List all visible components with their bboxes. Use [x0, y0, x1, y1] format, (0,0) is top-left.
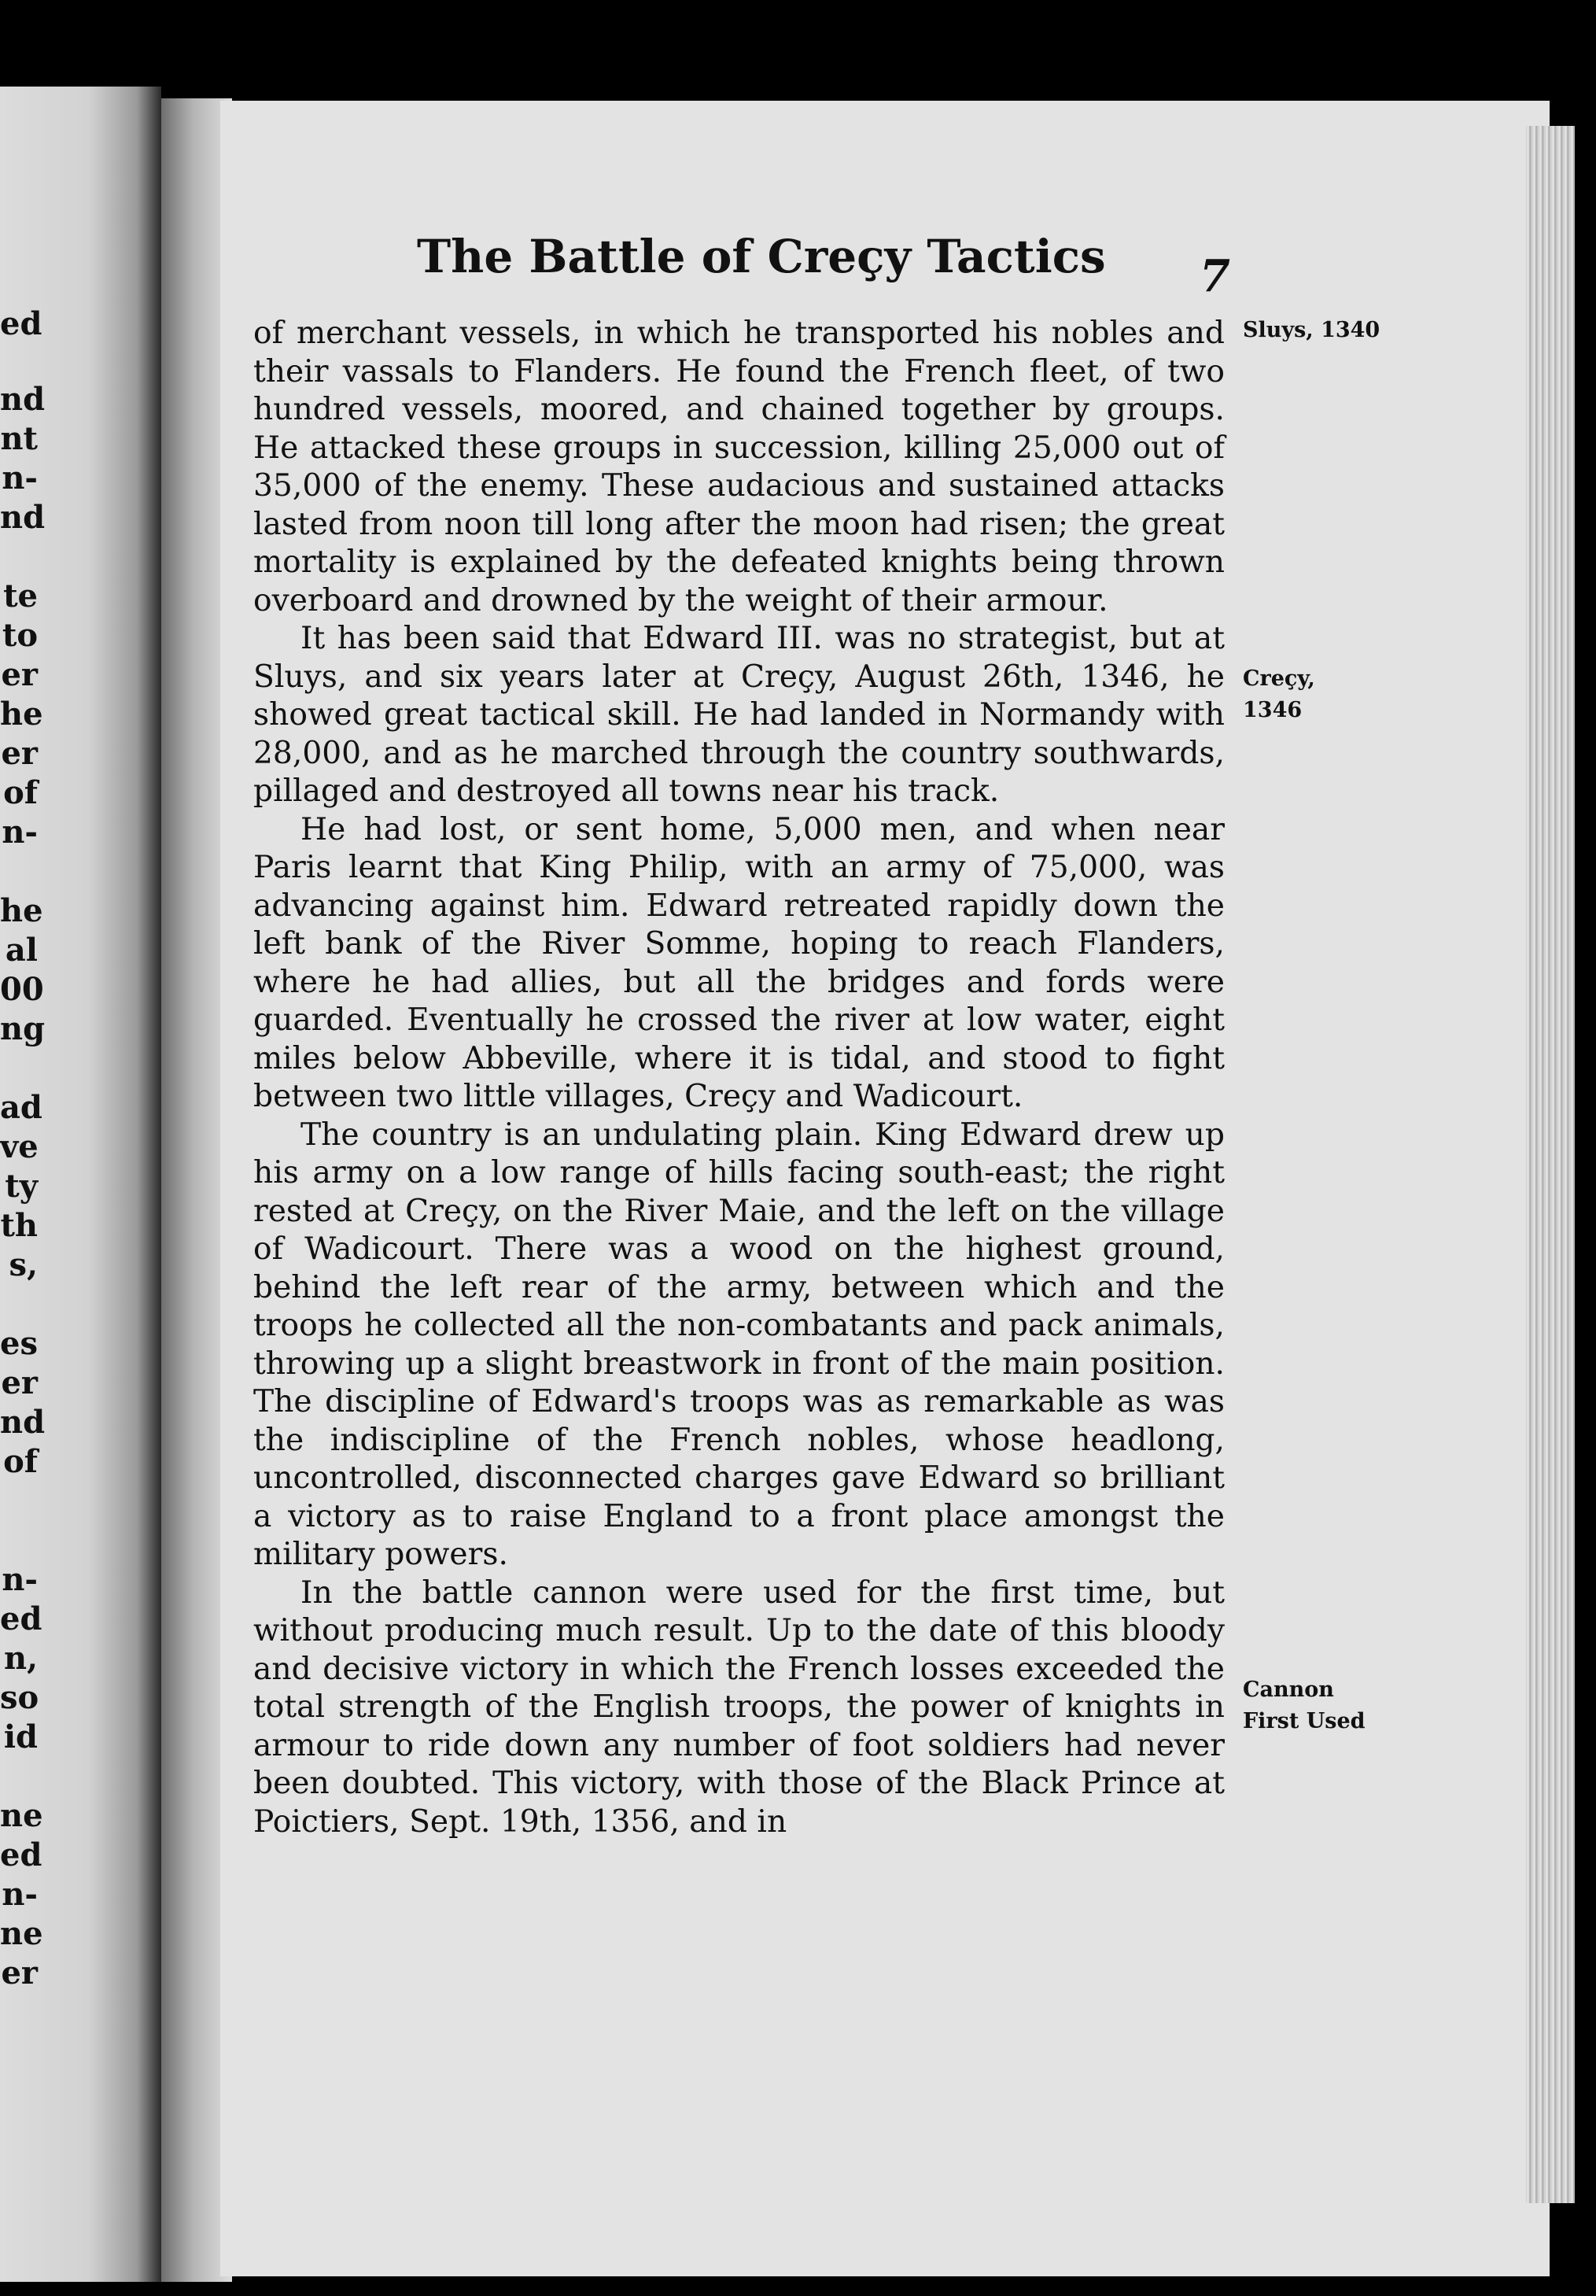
paragraph: The country is an undulating plain. King Edward drew up his army on a low range of hills facing south-east; the right rested at Creçy, on the River Maie, and the left on the village of Wadicourt. There was a wood on the highest ground, behind the left rear of the army, between which and the troops he collected all the non-combatants and pack animals, throwing up a slight breastwork in front of the main position. The discipline of Edward's troops was as remarkable as was the indiscipline of the French nobles, whose headlong, uncontrolled, disconnected charges gave Edward so brilliant a victory as to raise England to a front place amongst the military powers. [253, 1117, 1225, 1572]
body-text [253, 315, 1225, 1841]
facing-line-fragment: te [3, 578, 38, 615]
facing-line-fragment: ty [5, 1168, 38, 1205]
facing-line-fragment: nd [0, 499, 46, 536]
facing-line-fragment: ed [0, 1600, 42, 1637]
facing-line-fragment: he [0, 892, 43, 929]
facing-line-fragment: ng [0, 1010, 46, 1047]
paragraph: of merchant vessels, in which he transported his nobles and their vassals to Flanders. He found the French fleet, of two hundred vessels, moored, and chained together by groups. He attacked these groups in succession, killing 25,000 out of 35,000 of the enemy. These audacious and sustained attacks lasted from noon till long after the moon had risen; the great mortality is explained by the defeated knights being thrown overboard and drowned by the weight of their armour. [253, 316, 1225, 618]
facing-line-fragment: ve [0, 1128, 39, 1165]
side-note [1243, 315, 1380, 346]
facing-line-fragment: so [0, 1679, 39, 1716]
side-note-line: Cannon [1243, 1678, 1334, 1702]
facing-line-fragment: n- [2, 1876, 38, 1913]
facing-line-fragment: er [1, 1364, 38, 1401]
facing-line-fragment: n, [3, 1640, 38, 1677]
side-note-line: Sluys, 1340 [1243, 318, 1380, 342]
facing-line-fragment: 00 [0, 971, 44, 1008]
facing-line-fragment: er [1, 735, 38, 772]
facing-line-fragment: ne [0, 1915, 43, 1952]
facing-line-fragment: of [3, 1443, 38, 1480]
facing-line-fragment: ed [0, 305, 42, 342]
running-head: The Battle of Creçy Tactics [417, 230, 1106, 283]
paragraph: It has been said that Edward III. was no strategist, but at Sluys, and six years later at Creçy, August 26th, 1346, he showed great tactical skill. He had landed in Normandy with 28,000, and as he marched through the country southwards, pillaged and destroyed all towns near his track. [253, 621, 1225, 809]
facing-line-fragment: er [1, 1955, 38, 1991]
page-edge [1526, 126, 1575, 2203]
facing-line-fragment: th [0, 1207, 38, 1244]
facing-line-fragment: of [3, 774, 38, 811]
paragraph: In the battle cannon were used for the first time, but without producing much result. Up to the date of this bloody and decisive victory in which the French losses exceeded the total strength of the English troops, the power of knights in armour to ride down any number of foot soldiers had never been doubted. This victory, with those of the Black Prince at Poictiers, Sept. 19th, 1356, and in [253, 1574, 1225, 1840]
facing-line-fragment: n- [2, 814, 38, 851]
side-note-line: 1346 [1243, 698, 1303, 722]
facing-line-fragment: er [1, 656, 38, 693]
facing-line-fragment: n- [2, 1561, 38, 1598]
facing-line-fragment: nd [0, 381, 46, 418]
facing-line-fragment: al [5, 932, 38, 969]
side-note-line: First Used [1243, 1709, 1366, 1733]
facing-line-fragment: to [2, 617, 38, 654]
paragraph: He had lost, or sent home, 5,000 men, and when near Paris learnt that King Philip, with an army of 75,000, was advancing against him. Edward retreated rapidly down the left bank of the River Somme, hoping to reach Flanders, where he had allies, but all the bridges and fords were guarded. Eventually he crossed the river at low water, eight miles below Abbeville, where it is tidal, and stood to fight between two little villages, Creçy and Wadicourt. [253, 811, 1225, 1114]
facing-line-fragment: ne [0, 1797, 43, 1834]
side-note-line: Creçy, [1243, 666, 1315, 691]
facing-line-fragment: es [0, 1325, 38, 1362]
side-note [1243, 663, 1315, 726]
facing-line-fragment: ed [0, 1836, 42, 1873]
facing-line-fragment: n- [2, 460, 38, 496]
facing-page [0, 87, 161, 2282]
facing-line-fragment: id [3, 1718, 38, 1755]
facing-line-fragment: nd [0, 1404, 46, 1441]
side-note [1243, 1674, 1366, 1737]
facing-line-fragment: s, [9, 1246, 38, 1283]
facing-line-fragment: nt [0, 420, 38, 457]
page-number: 7 [1200, 250, 1230, 302]
facing-line-fragment: ad [0, 1089, 42, 1126]
facing-line-fragment: he [0, 696, 43, 733]
